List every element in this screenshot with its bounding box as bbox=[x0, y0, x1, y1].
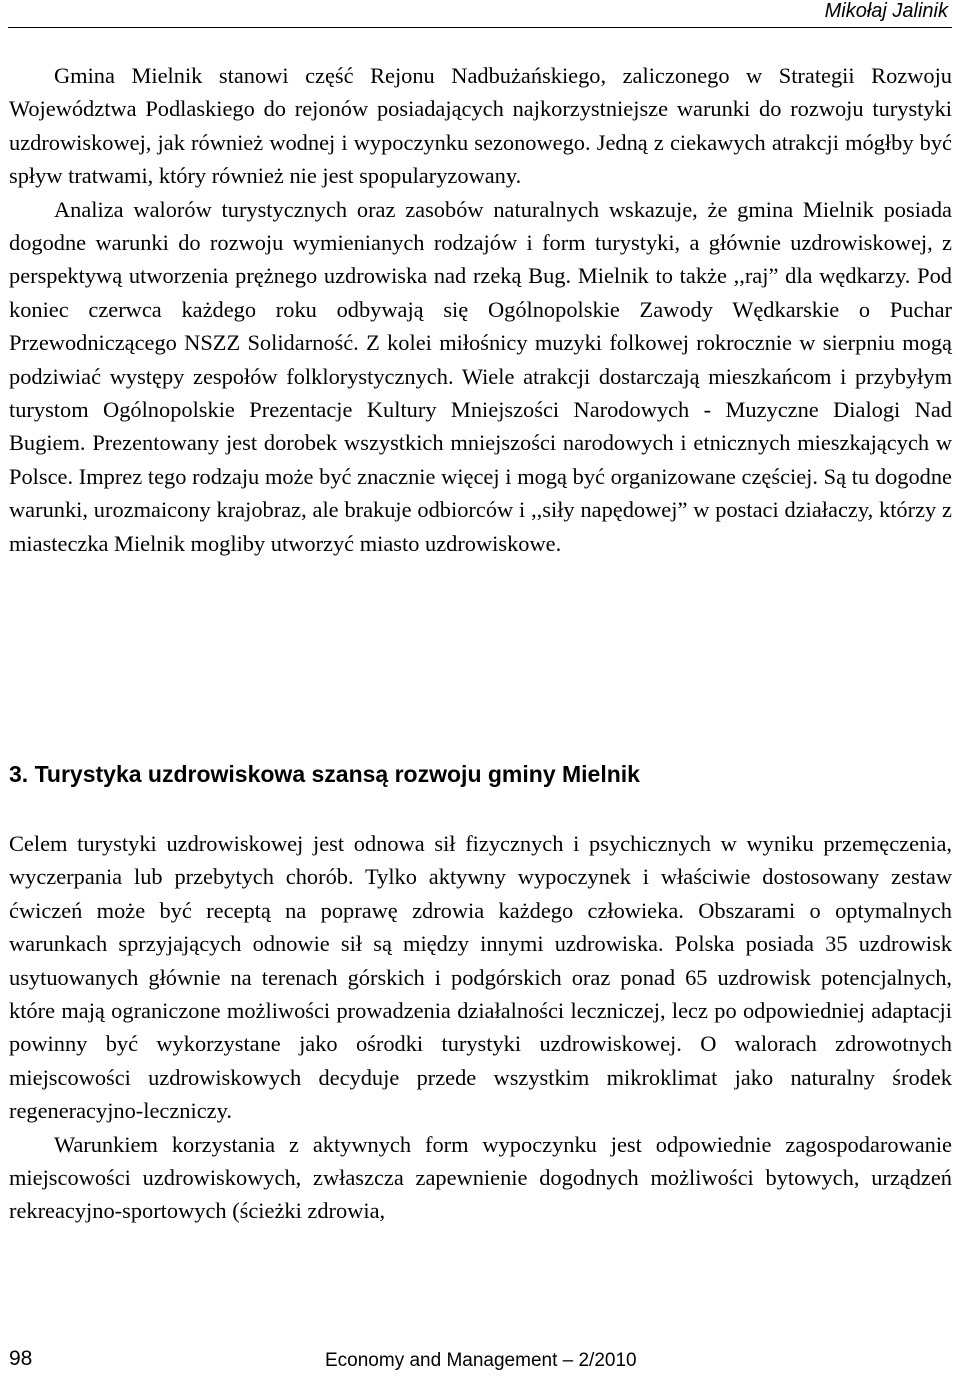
section-heading: 3. Turystyka uzdrowiskowa szansą rozwoju gminy Mielnik bbox=[9, 761, 640, 787]
paragraph-4: Warunkiem korzystania z aktywnych form wypoczynku jest odpowiednie zagospodarowanie miejscowości uzdrowiskowych, zwłaszcza zapewnienie dogodnych możliwości bytowych, urządzeń rekreacyjno-sportowych (ścieżki zdrowia, bbox=[9, 1131, 952, 1224]
page-number: 98 bbox=[9, 1347, 33, 1370]
paragraph-1: Gmina Mielnik stanowi część Rejonu Nadbużańskiego, zaliczonego w Strategii Rozwoju Województwa Podlaskiego do rejonów posiadających najkorzystniejsze warunki do rozwoju turystyki uzdrowiskowej, jak również wodnej i wypoczynku sezonowego. Jedną z ciekawych atrakcji mógłby być spływ tratwami, który również nie jest spopularyzowany. bbox=[9, 63, 952, 189]
text-block-1 bbox=[9, 59, 952, 560]
running-head-author: Mikołaj Jalinik bbox=[824, 0, 948, 22]
page-footer bbox=[0, 1345, 960, 1377]
header-rule bbox=[8, 27, 952, 28]
journal-name: Economy and Management – 2/2010 bbox=[325, 1350, 637, 1371]
paragraph-3: Celem turystyki uzdrowiskowej jest odnowa sił fizycznych i psychicznych w wyniku przemęczenia, wyczerpania lub przebytych chorób. Tylko aktywny wypoczynek i właściwie dostosowany zestaw ćwiczeń może być receptą na poprawę zdrowia każdego człowieka. Obszarami o optymalnych warunkach sprzyjających odnowie sił są między innymi uzdrowiska. Polska posiada 35 uzdrowisk usytuowanych głównie na terenach górskich i podgórskich oraz ponad 65 uzdrowisk potencjalnych, które mają ograniczone możliwości prowadzenia działalności leczniczej, lecz po odpowiedniej adaptacji powinny być wykorzystane jako ośrodki turystyki uzdrowiskowej. O walorach zdrowotnych miejscowości uzdrowiskowych decyduje przede wszystkim mikroklimat jako naturalny środek regeneracyjno-leczniczy. bbox=[9, 831, 952, 1124]
paragraph-2: Analiza walorów turystycznych oraz zasobów naturalnych wskazuje, że gmina Mielnik posiada dogodne warunki do rozwoju wymienianych rodzajów i form turystyki, a głównie uzdrowiskowej, z perspektywą utworzenia prężnego uzdrowiska nad rzeką Bug. Mielnik to także ,,raj” dla wędkarzy. Pod koniec czerwca każdego roku odbywają się Ogólnopolskie Zawody Wędkarskie o Puchar Przewodniczącego NSZZ Solidarność. Z kolei miłośnicy muzyki folkowej rokrocznie w sierpniu mogą podziwiać występy zespołów folklorystycznych. Wiele atrakcji dostarczają mieszkańcom i przybyłym turystom Ogólnopolskie Prezentacje Kultury Mniejszości Narodowych - Muzyczne Dialogi Nad Bugiem. Prezentowany jest dorobek wszystkich mniejszości narodowych i etnicznych mieszkających w Polsce. Imprez tego rodzaju może być znacznie więcej i mogą być organizowane częściej. Są tu dogodne warunki, urozmaicony krajobraz, ale brakuje odbiorców i ,,siły napędowej” w postaci działaczy, którzy z miasteczka Mielnik mogliby utworzyć miasto uzdrowiskowe. bbox=[9, 196, 952, 556]
text-block-2 bbox=[9, 827, 952, 1228]
